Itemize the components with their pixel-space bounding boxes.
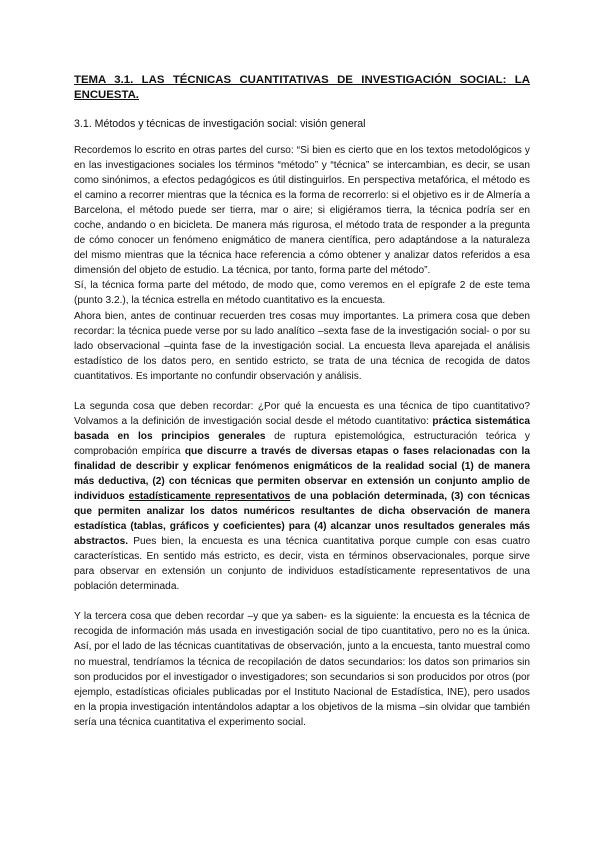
document-title: TEMA 3.1. LAS TÉCNICAS CUANTITATIVAS DE INVESTIGACIÓN SOCIAL: LA ENCUESTA.: [74, 74, 530, 101]
paragraph-first-thing: Ahora bien, antes de continuar recuerden tres cosas muy importantes. La primera cosa que deben recordar: la técnica puede verse por su lado analítico –sexta fase de la investigación social- o por su lado observacional –quinta fase de la investigación social. La encuesta lleva aparejada el análisis estadístico de los datos pero, en sentido estricto, se trata de una técnica de recogida de datos cuantitativos. Es importante no confundir observación y análisis.: [74, 310, 530, 382]
p4-text-2: de ruptura epistemológica, estructuración teórica y comprobación empírica: [74, 430, 530, 457]
document-body: [74, 143, 530, 730]
p4-bold-3: de una población determinada, (3) con técnicas que permiten analizar los datos numéricos resultantes de dicha observación de manera estadística (tablas, gráficos y coeficientes) para (4) alcanzar unos resultados generales más abstractos.: [74, 491, 530, 548]
p4-bold-underline: estadísticamente representativos: [128, 491, 291, 503]
paragraph-third-thing: Y la tercera cosa que deben recordar –y que ya saben- es la siguiente: la encuesta es la técnica de recogida de información más usada en investigación social de tipo cuantitativo, pero no es la única. Así, por el lado de las técnicas cuantitativas de observación, junto a la encuesta, tanto muestral como no muestral, tendríamos la técnica de recopilación de datos secundarios: los datos son primarios sin son producidos por el investigador o investigadores; son secundarios si son producidos por otros (por ejemplo, estadísticas oficiales publicadas por el Instituto Nacional de Estadística, INE), pero usados en la propia investigación intentándolos adaptar a los objetivos de la misma –sin olvidar que también sería una técnica cuantitativa el experimento social.: [74, 611, 530, 728]
paragraph-technique-part-of-method: Sí, la técnica forma parte del método, de modo que, como veremos en el epígrafe 2 de este tema (punto 3.2.), la técnica estrella en método cuantitativo es la encuesta.: [74, 280, 530, 307]
p4-bold-1: práctica sistemática basada en los principios generales: [74, 415, 530, 442]
p4-text-3: Pues bien, la encuesta es una técnica cuantitativa porque cumple con esas cuatro características. En sentido más estricto, es decir, vista en términos observacionales, porque sirve para observar en extensión un conjunto de individuos estadísticamente representativos de una población determinada.: [74, 536, 530, 593]
section-heading: 3.1. Métodos y técnicas de investigación social: visión general: [74, 118, 366, 130]
paragraph-method-vs-technique: Recordemos lo escrito en otras partes del curso: “Si bien es cierto que en los textos metodológicos y en las investigaciones sociales los términos “método” y “técnica” se intercambian, es decir, se usan como sinónimos, a efectos pedagógicos es útil distinguirlos. En perspectiva metafórica, el método es el camino a recorrer mientras que la técnica es la forma de recorrerlo: si el objetivo es ir de Almería a Barcelona, el método puede ser tierra, mar o aire; si eligiéramos tierra, la técnica podría ser en coche, andando o en bicicleta. De manera más rigurosa, el método trata de responder a la pregunta de cómo conocer un fenómeno enigmático de manera científica, pero adaptándose a la naturaleza del mismo mientras que la técnica hace referencia a cómo obtener y analizar datos referidos a esa dimensión del objeto de estudio. La técnica, por tanto, forma parte del método”.: [74, 145, 530, 277]
p4-bold-2: que discurre a través de diversas etapas o fases relacionadas con la finalidad de describir y explicar fenómenos enigmáticos de la realidad social (1) de manera más deductiva, (2) con técnicas que permiten observar en extensión un conjunto amplio de individuos: [74, 445, 530, 503]
paragraph-second-thing: [74, 399, 530, 595]
p4-text-1: La segunda cosa que deben recordar: ¿Por qué la encuesta es una técnica de tipo cuantitativo? Volvamos a la definición de investigación social desde el método cuantitativo:: [74, 400, 530, 427]
